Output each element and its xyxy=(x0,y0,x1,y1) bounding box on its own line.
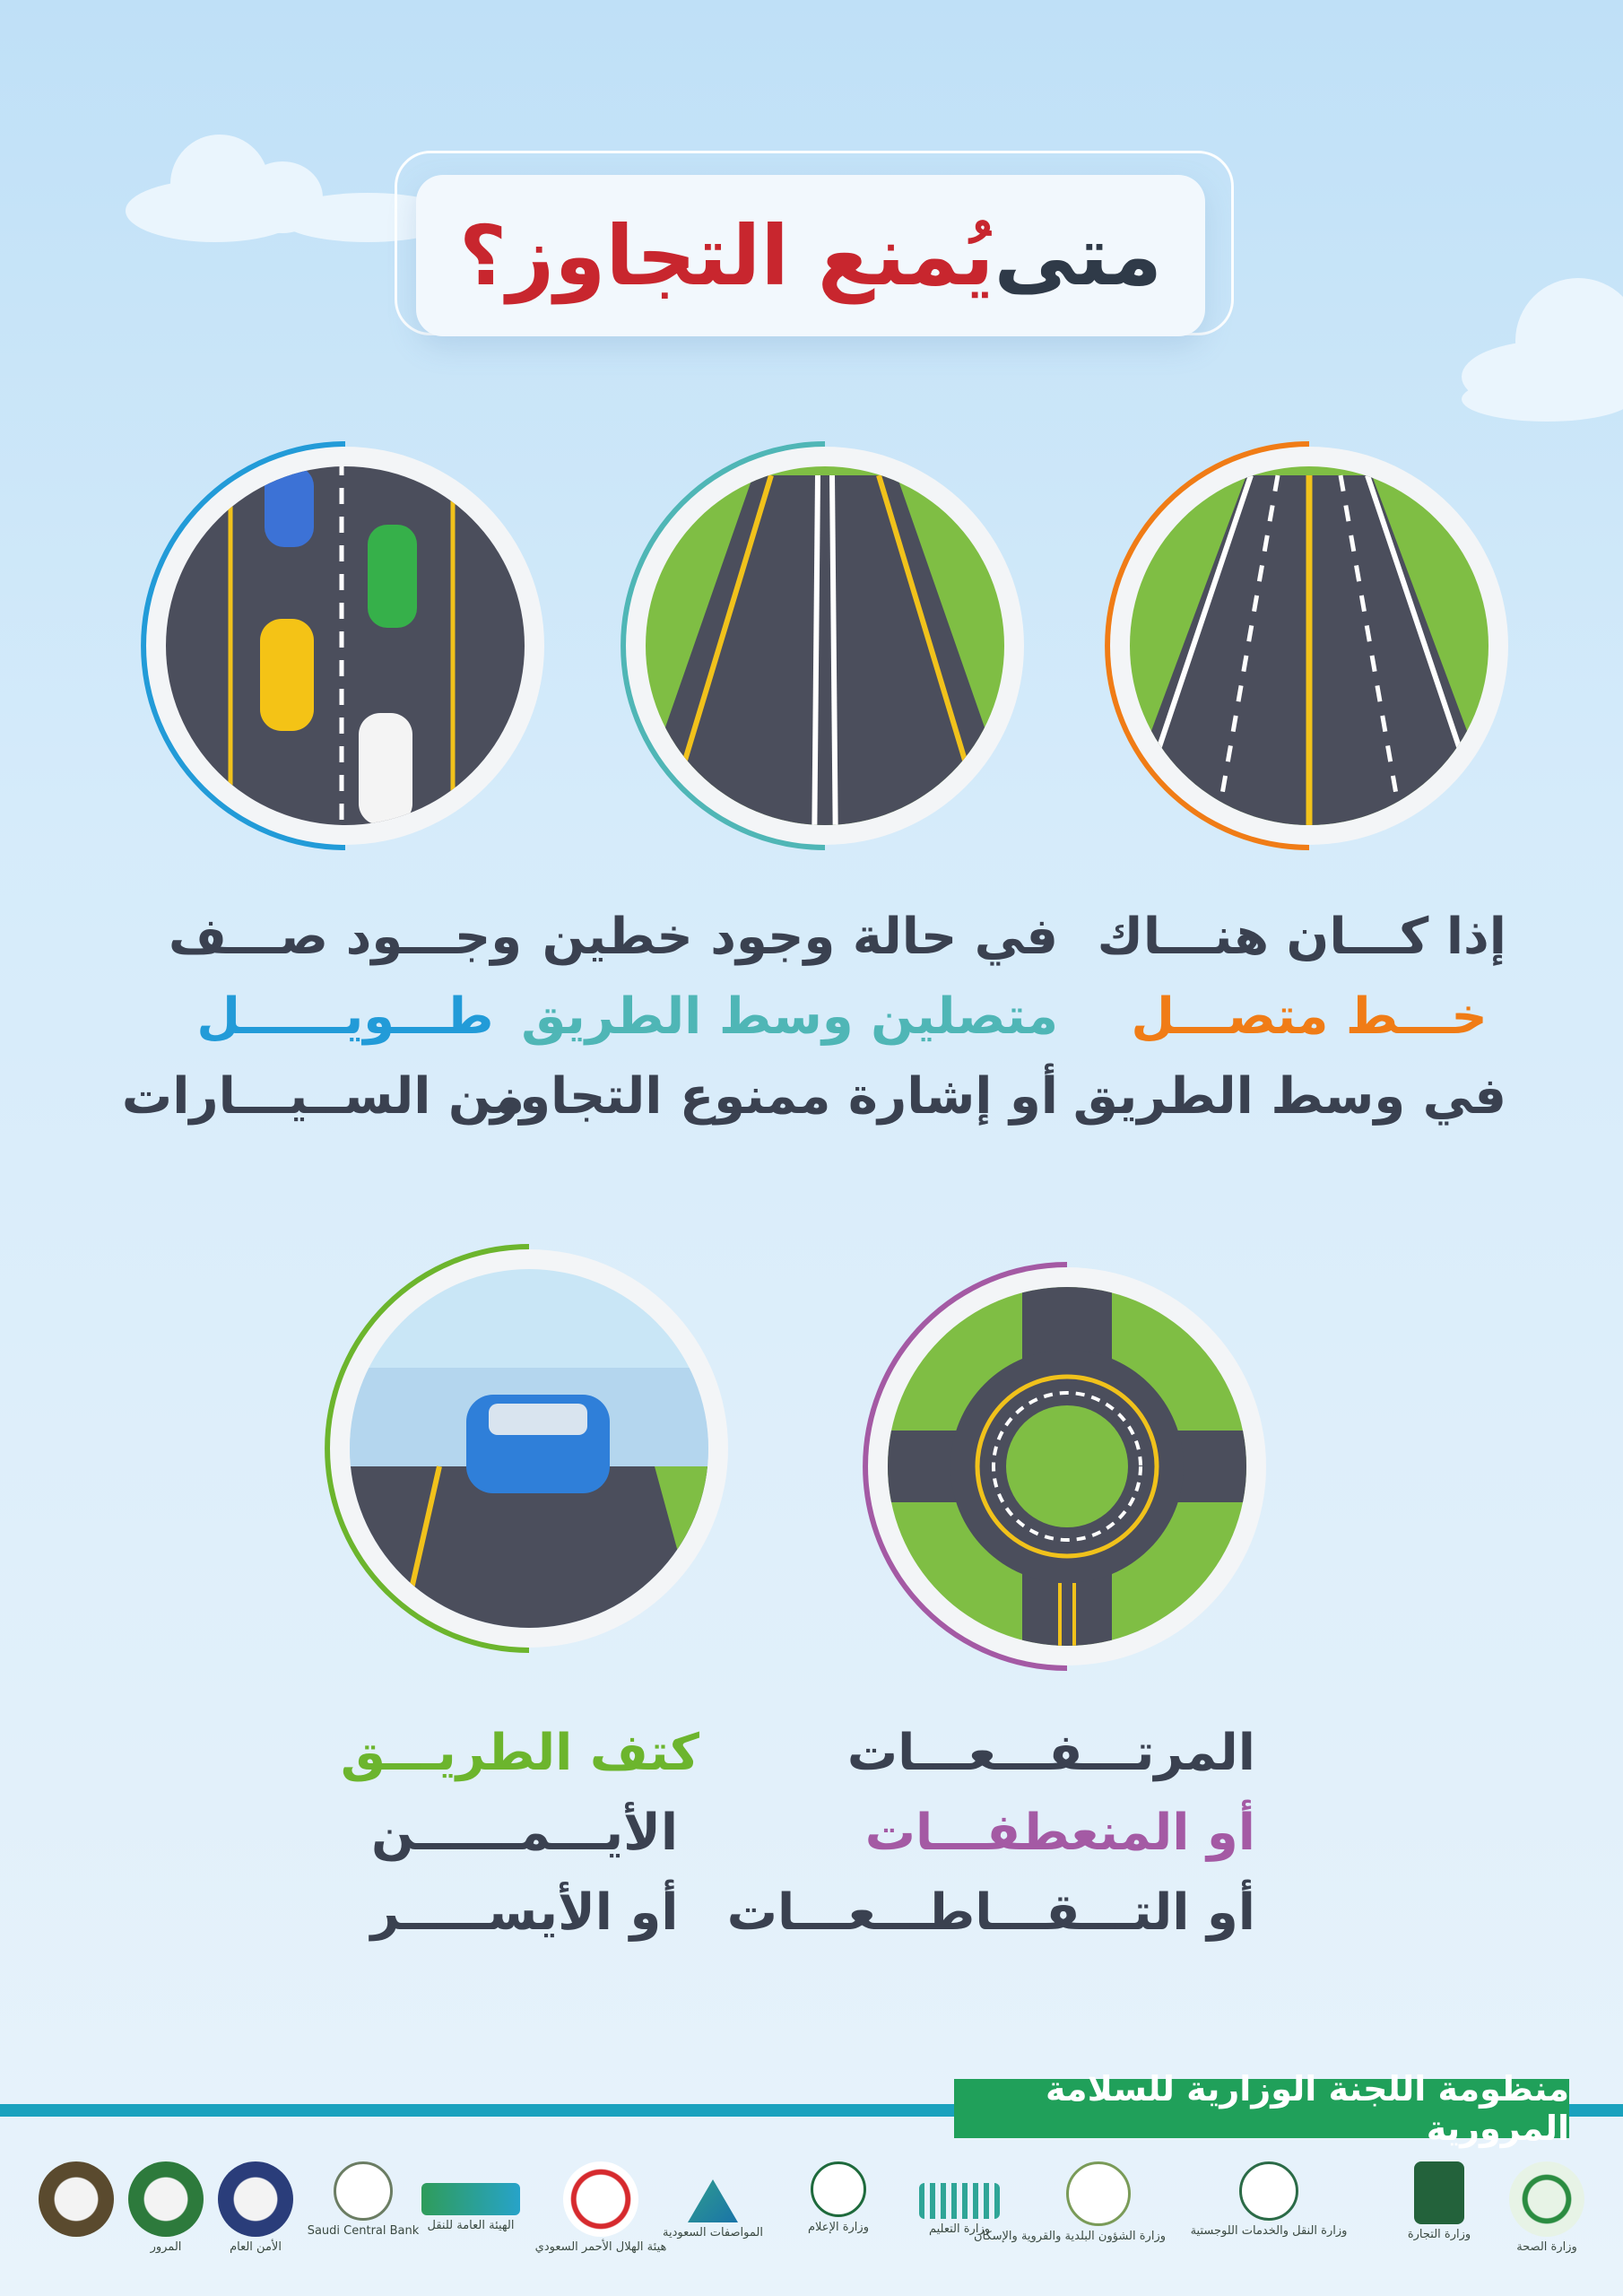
caption-roundabout xyxy=(726,1713,1255,1952)
caption-solid-line xyxy=(1072,897,1506,1136)
ministry-of-health-logo: وزارة الصحة xyxy=(1480,2161,1614,2269)
caption-line-1: إذا كـــان هنـــاك xyxy=(1097,908,1506,966)
cars-queue-illustration xyxy=(130,430,560,861)
security-badge-logo xyxy=(9,2161,143,2269)
caption-line-2: متصلين وسط الطريق xyxy=(521,987,1058,1046)
tga-logo: الهيئة العامة للنقل xyxy=(404,2161,538,2269)
caption-line-3: في وسط الطريق xyxy=(1072,1067,1506,1126)
caption-line-3: من الســيـــارات xyxy=(121,1067,525,1126)
caption-line-1: وجـــود صـــف xyxy=(168,908,523,966)
red-crescent-logo: هيئة الهلال الأحمر السعودي xyxy=(534,2161,668,2269)
caption-line-2: طـــويــــــل xyxy=(196,987,494,1046)
caption-double-lines xyxy=(490,897,1058,1136)
caption-line-1: كتف الطريـــق xyxy=(340,1724,699,1782)
traffic-police-logo: المرور xyxy=(99,2161,233,2269)
caption-line-3: أو الأيســـــر xyxy=(370,1883,679,1942)
caption-line-3: أو التـــقـــاطـــعـــات xyxy=(726,1883,1255,1942)
caption-cars-queue xyxy=(121,897,525,1136)
saudi-central-bank-logo: Saudi Central Bank xyxy=(296,2161,430,2269)
page-title: متى يُمنع التجاوز؟ xyxy=(416,175,1205,336)
caption-line-1: المرتـــفـــعـــات xyxy=(846,1724,1255,1782)
solid-line-road-illustration xyxy=(1094,430,1524,861)
caption-shoulder xyxy=(340,1713,699,1952)
caption-line-2: خـــط متصـــل xyxy=(1131,987,1488,1046)
logos-row xyxy=(36,2161,1587,2269)
ministry-of-commerce-logo: وزارة التجارة xyxy=(1372,2161,1506,2269)
ministry-of-transport-logo: وزارة النقل والخدمات اللوجستية xyxy=(1175,2161,1363,2269)
ministry-of-municipal-logo: وزارة الشؤون البلدية والقروية والإسكان xyxy=(1031,2161,1166,2269)
saudi-standards-logo: المواصفات السعودية xyxy=(646,2161,780,2269)
committee-label: منظومة اللجنة الوزارية للسلامة المرورية xyxy=(954,2079,1569,2138)
ministry-of-media-logo: وزارة الإعلام xyxy=(771,2161,906,2269)
double-lines-road-illustration xyxy=(610,430,1040,861)
roundabout-illustration xyxy=(852,1251,1282,1682)
caption-line-2: أو المنعطفـــات xyxy=(864,1804,1255,1862)
ministry-of-education-logo: وزارة التعليم xyxy=(892,2161,1027,2269)
caption-line-1: في حالة وجود خطين xyxy=(542,908,1058,966)
road-shoulder-illustration xyxy=(314,1233,744,1664)
caption-line-2: الأيـــمــــــن xyxy=(370,1804,679,1862)
caption-line-3: أو إشارة ممنوع التجاوز xyxy=(490,1067,1058,1126)
public-security-logo: الأمن العام xyxy=(188,2161,323,2269)
